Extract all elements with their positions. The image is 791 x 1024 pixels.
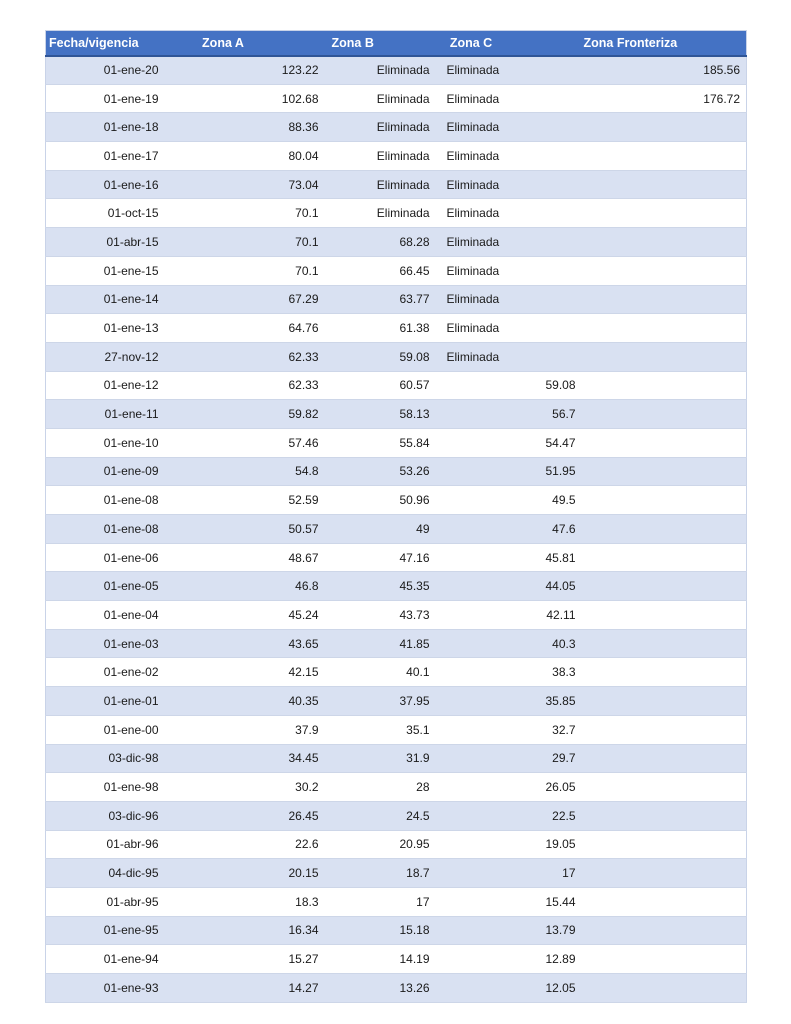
table-cell: 40.35 [167, 687, 331, 716]
column-header-zona-fronteriza: Zona Fronteriza [583, 31, 747, 56]
column-header-zona-c: Zona C [444, 31, 583, 56]
table-cell: 51.95 [444, 457, 583, 486]
table-cell: 15.18 [331, 916, 444, 945]
table-cell: 62.33 [167, 371, 331, 400]
table-cell [583, 486, 747, 515]
table-cell: 123.22 [167, 56, 331, 85]
table-cell: 01-ene-19 [46, 84, 167, 113]
table-cell: 01-ene-20 [46, 56, 167, 85]
table-cell [583, 371, 747, 400]
table-row [46, 428, 747, 457]
table-cell: 50.96 [331, 486, 444, 515]
table-cell: 01-ene-05 [46, 572, 167, 601]
table-cell: 67.29 [167, 285, 331, 314]
table-row [46, 945, 747, 974]
table-cell: 88.36 [167, 113, 331, 142]
table-cell: 01-ene-08 [46, 515, 167, 544]
table-body [46, 56, 747, 1003]
table-cell [583, 170, 747, 199]
table-row [46, 887, 747, 916]
table-row [46, 801, 747, 830]
table-cell: 37.95 [331, 687, 444, 716]
table-cell: 63.77 [331, 285, 444, 314]
table-cell: 47.6 [444, 515, 583, 544]
table-cell: 176.72 [583, 84, 747, 113]
table-cell: 49 [331, 515, 444, 544]
table-cell: 01-abr-96 [46, 830, 167, 859]
table-cell: 29.7 [444, 744, 583, 773]
table-cell [583, 199, 747, 228]
table-cell: 01-abr-95 [46, 887, 167, 916]
table-cell: 56.7 [444, 400, 583, 429]
table-cell: 54.47 [444, 428, 583, 457]
table-cell: 24.5 [331, 801, 444, 830]
table-cell: 16.34 [167, 916, 331, 945]
table-cell [583, 773, 747, 802]
table-cell: 27-nov-12 [46, 342, 167, 371]
table-cell: 04-dic-95 [46, 859, 167, 888]
table-cell: 62.33 [167, 342, 331, 371]
table-row [46, 859, 747, 888]
table-row [46, 371, 747, 400]
table-cell: 58.13 [331, 400, 444, 429]
table-cell: Eliminada [444, 84, 583, 113]
header-row [46, 31, 747, 56]
table-cell: 42.15 [167, 658, 331, 687]
table-cell [583, 342, 747, 371]
table-cell: 28 [331, 773, 444, 802]
table-cell: 40.1 [331, 658, 444, 687]
table-cell: 13.79 [444, 916, 583, 945]
table-cell: 45.35 [331, 572, 444, 601]
table-cell: 35.85 [444, 687, 583, 716]
table-row [46, 228, 747, 257]
table-cell [583, 314, 747, 343]
table-cell: 01-ene-03 [46, 629, 167, 658]
table-cell [583, 601, 747, 630]
table-cell: Eliminada [331, 84, 444, 113]
table-cell [583, 916, 747, 945]
table-cell: 01-ene-15 [46, 256, 167, 285]
table-cell: 01-ene-10 [46, 428, 167, 457]
table-cell: Eliminada [331, 113, 444, 142]
table-cell: 20.15 [167, 859, 331, 888]
table-cell: 102.68 [167, 84, 331, 113]
table-row [46, 974, 747, 1003]
table-cell: 01-ene-18 [46, 113, 167, 142]
table-cell [583, 687, 747, 716]
table-cell: Eliminada [331, 142, 444, 171]
table-cell: 01-ene-04 [46, 601, 167, 630]
table-cell: 01-ene-95 [46, 916, 167, 945]
table-cell: 45.81 [444, 543, 583, 572]
table-row [46, 84, 747, 113]
table-cell: 01-ene-13 [46, 314, 167, 343]
table-cell [583, 629, 747, 658]
table-cell: Eliminada [331, 199, 444, 228]
table-header [46, 31, 747, 56]
table-row [46, 457, 747, 486]
table-row [46, 744, 747, 773]
table-cell: Eliminada [444, 113, 583, 142]
table-cell: 01-ene-93 [46, 974, 167, 1003]
column-header-fecha-vigencia: Fecha/vigencia [46, 31, 167, 56]
table-cell: 45.24 [167, 601, 331, 630]
table-cell: 12.89 [444, 945, 583, 974]
table-cell [583, 285, 747, 314]
table-cell: 01-ene-94 [46, 945, 167, 974]
table-cell: 01-ene-98 [46, 773, 167, 802]
table-cell: 17 [331, 887, 444, 916]
table-cell [583, 142, 747, 171]
table-cell [583, 228, 747, 257]
table-row [46, 199, 747, 228]
table-cell: 59.08 [331, 342, 444, 371]
table-cell [583, 859, 747, 888]
table-cell: 01-ene-12 [46, 371, 167, 400]
table-cell: 53.26 [331, 457, 444, 486]
wage-table [45, 30, 747, 1003]
table-cell [583, 945, 747, 974]
table-cell: 26.45 [167, 801, 331, 830]
table-cell: 01-ene-11 [46, 400, 167, 429]
table-cell: 40.3 [444, 629, 583, 658]
table-row [46, 170, 747, 199]
table-cell: 54.8 [167, 457, 331, 486]
table-cell: 55.84 [331, 428, 444, 457]
table-cell: Eliminada [331, 56, 444, 85]
wage-table-container [45, 30, 746, 1003]
table-cell: 01-ene-16 [46, 170, 167, 199]
table-cell: 01-ene-00 [46, 715, 167, 744]
table-cell: 38.3 [444, 658, 583, 687]
table-cell: 01-ene-08 [46, 486, 167, 515]
table-cell: 60.57 [331, 371, 444, 400]
table-cell [583, 658, 747, 687]
table-row [46, 342, 747, 371]
table-row [46, 56, 747, 85]
table-row [46, 113, 747, 142]
table-cell: Eliminada [444, 142, 583, 171]
table-cell: 01-oct-15 [46, 199, 167, 228]
table-cell [583, 887, 747, 916]
table-cell: 46.8 [167, 572, 331, 601]
table-cell [583, 428, 747, 457]
table-cell: 30.2 [167, 773, 331, 802]
table-cell [583, 256, 747, 285]
table-cell: 48.67 [167, 543, 331, 572]
table-cell: 01-ene-06 [46, 543, 167, 572]
table-cell: 57.46 [167, 428, 331, 457]
table-cell: 03-dic-96 [46, 801, 167, 830]
table-cell: 34.45 [167, 744, 331, 773]
table-cell: Eliminada [444, 199, 583, 228]
table-cell: Eliminada [444, 56, 583, 85]
table-cell: 15.27 [167, 945, 331, 974]
table-cell: 70.1 [167, 256, 331, 285]
table-cell: 18.3 [167, 887, 331, 916]
table-cell: 49.5 [444, 486, 583, 515]
table-cell: 59.82 [167, 400, 331, 429]
table-row [46, 916, 747, 945]
table-cell: 50.57 [167, 515, 331, 544]
table-cell: 44.05 [444, 572, 583, 601]
table-cell: 26.05 [444, 773, 583, 802]
table-cell: 43.73 [331, 601, 444, 630]
table-cell: 20.95 [331, 830, 444, 859]
table-cell: 13.26 [331, 974, 444, 1003]
table-cell: 35.1 [331, 715, 444, 744]
table-cell [583, 830, 747, 859]
table-row [46, 601, 747, 630]
table-cell: 185.56 [583, 56, 747, 85]
table-row [46, 314, 747, 343]
table-cell [583, 400, 747, 429]
table-cell: 01-ene-01 [46, 687, 167, 716]
table-cell: Eliminada [444, 314, 583, 343]
column-header-zona-b: Zona B [331, 31, 444, 56]
table-cell: 19.05 [444, 830, 583, 859]
table-cell: 03-dic-98 [46, 744, 167, 773]
table-cell: 61.38 [331, 314, 444, 343]
table-row [46, 629, 747, 658]
column-header-zona-a: Zona A [167, 31, 331, 56]
table-cell: 52.59 [167, 486, 331, 515]
table-row [46, 285, 747, 314]
table-cell [583, 744, 747, 773]
table-cell: 22.5 [444, 801, 583, 830]
table-cell: 12.05 [444, 974, 583, 1003]
table-cell: 18.7 [331, 859, 444, 888]
table-cell [583, 572, 747, 601]
table-row [46, 515, 747, 544]
table-cell: 42.11 [444, 601, 583, 630]
table-cell [583, 515, 747, 544]
table-cell: Eliminada [444, 342, 583, 371]
table-cell: 01-ene-14 [46, 285, 167, 314]
table-cell [583, 974, 747, 1003]
table-cell: 31.9 [331, 744, 444, 773]
table-cell [583, 113, 747, 142]
table-cell: 68.28 [331, 228, 444, 257]
table-cell: 22.6 [167, 830, 331, 859]
table-cell: 01-ene-17 [46, 142, 167, 171]
table-row [46, 830, 747, 859]
table-cell: 80.04 [167, 142, 331, 171]
table-cell: 01-ene-09 [46, 457, 167, 486]
table-cell: Eliminada [444, 170, 583, 199]
table-cell: 37.9 [167, 715, 331, 744]
table-cell: 66.45 [331, 256, 444, 285]
table-cell: 15.44 [444, 887, 583, 916]
table-cell: 73.04 [167, 170, 331, 199]
table-cell [583, 715, 747, 744]
table-cell: 59.08 [444, 371, 583, 400]
table-cell: 70.1 [167, 228, 331, 257]
table-cell: Eliminada [444, 285, 583, 314]
table-row [46, 658, 747, 687]
table-cell: 32.7 [444, 715, 583, 744]
table-cell: 64.76 [167, 314, 331, 343]
table-cell: Eliminada [331, 170, 444, 199]
table-row [46, 687, 747, 716]
table-cell: 17 [444, 859, 583, 888]
table-row [46, 715, 747, 744]
table-cell [583, 801, 747, 830]
table-cell [583, 457, 747, 486]
table-cell: 01-ene-02 [46, 658, 167, 687]
table-row [46, 543, 747, 572]
table-cell: Eliminada [444, 228, 583, 257]
table-cell: 01-abr-15 [46, 228, 167, 257]
table-row [46, 572, 747, 601]
table-row [46, 400, 747, 429]
table-cell: 41.85 [331, 629, 444, 658]
table-row [46, 773, 747, 802]
table-row [46, 142, 747, 171]
table-cell [583, 543, 747, 572]
table-cell: 14.27 [167, 974, 331, 1003]
table-cell: 14.19 [331, 945, 444, 974]
table-row [46, 256, 747, 285]
table-cell: 70.1 [167, 199, 331, 228]
table-row [46, 486, 747, 515]
table-cell: 43.65 [167, 629, 331, 658]
table-cell: Eliminada [444, 256, 583, 285]
table-cell: 47.16 [331, 543, 444, 572]
